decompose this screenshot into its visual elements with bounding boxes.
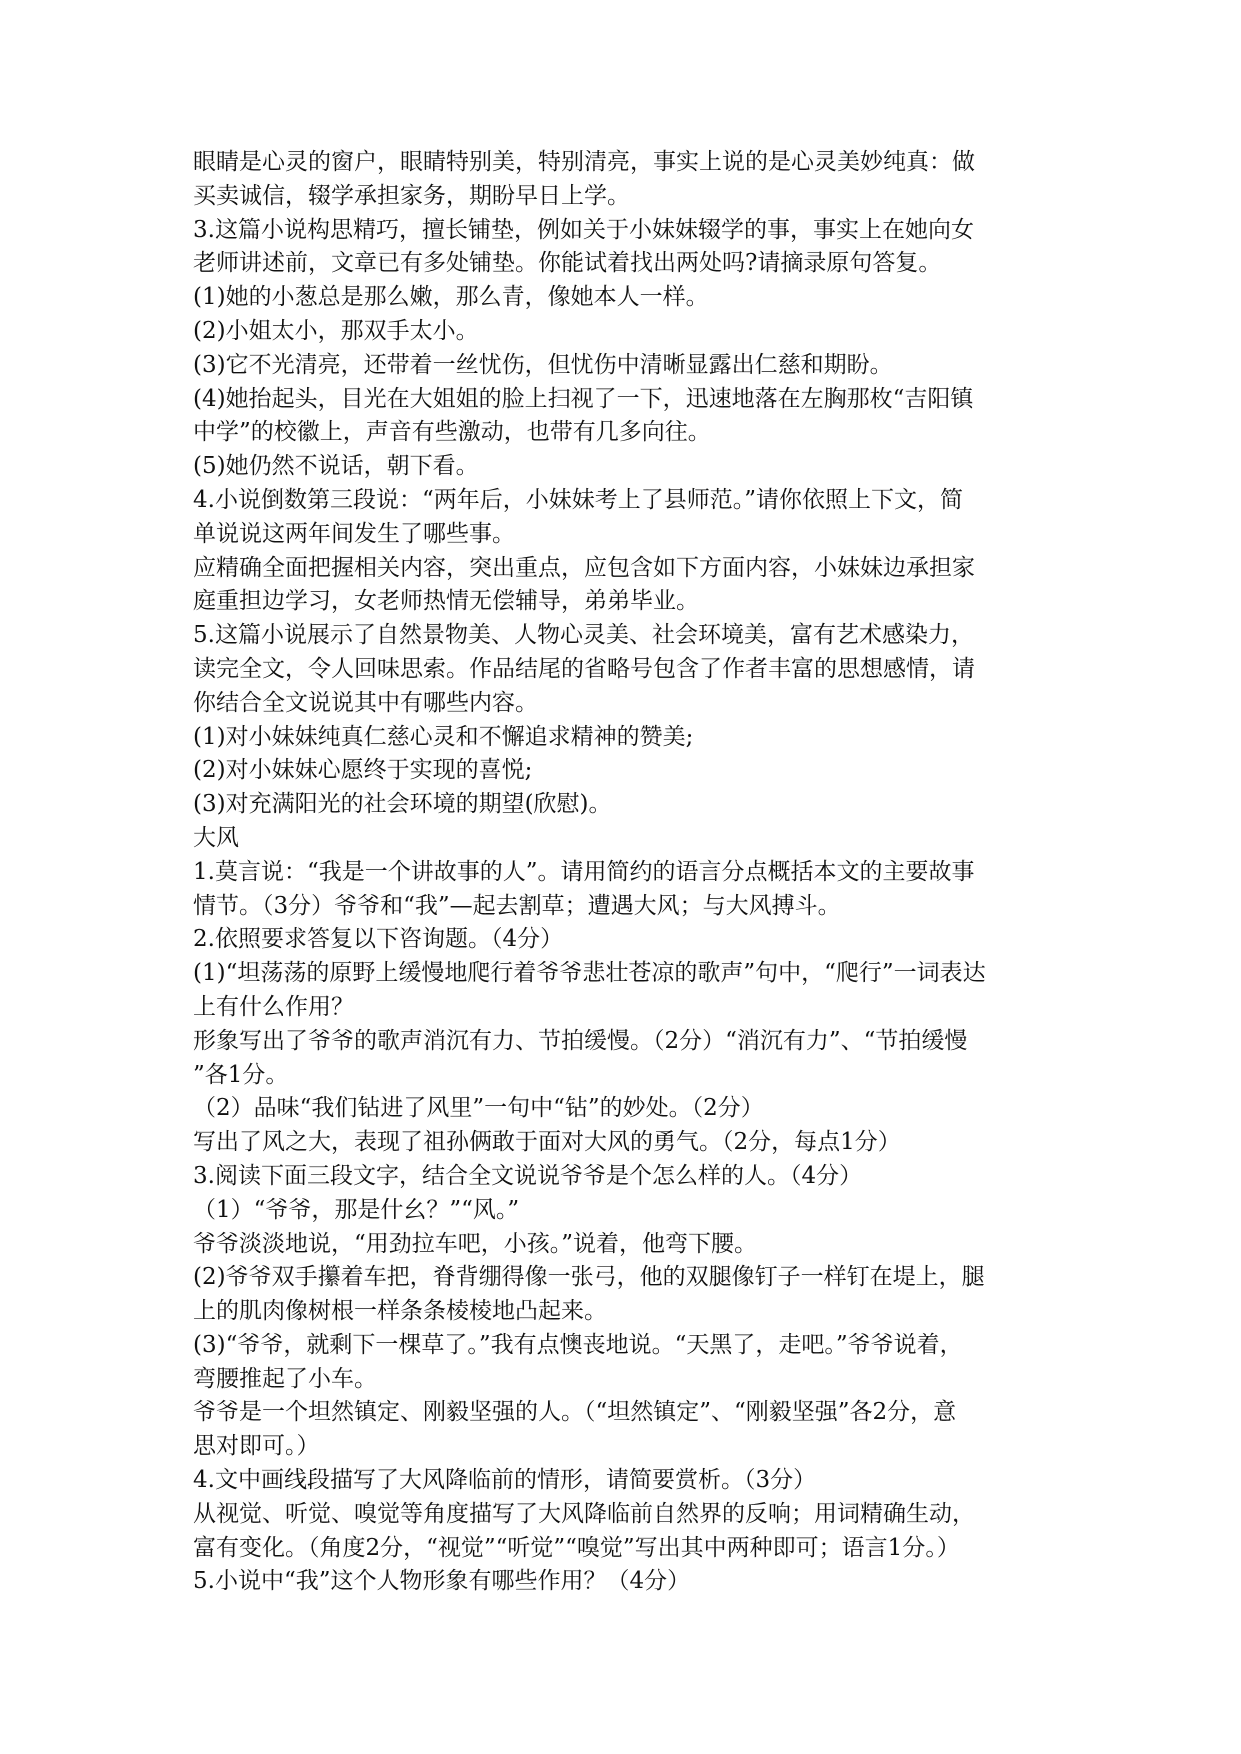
text-line: 4.文中画线段描写了大风降临前的情形，请简要赏析。（3分） — [193, 1467, 817, 1494]
text-line: 买卖诚信，辍学承担家务，期盼早日上学。 — [193, 182, 630, 209]
document-page — [193, 146, 1053, 1599]
text-line: 爷爷淡淡地说，“用劲拉车吧，小孩。”说着，他弯下腰。 — [193, 1230, 758, 1257]
text-line: (1)她的小葱总是那么嫩，那么青，像她本人一样。 — [193, 284, 709, 311]
text-line: 2.依照要求答复以下咨询题。（4分） — [193, 926, 564, 953]
text-line: 5.这篇小说展示了自然景物美、人物心灵美、社会环境美，富有艺术感染力， — [193, 622, 974, 649]
text-line: 读完全文，令人回味思索。作品结尾的省略号包含了作者丰富的思想感情，请 — [193, 655, 975, 682]
text-line: 1.莫言说：“我是一个讲故事的人”。请用简约的语言分点概括本文的主要故事 — [193, 858, 975, 885]
text-line: 从视觉、听觉、嗅觉等角度描写了大风降临前自然界的反响；用词精确生动， — [193, 1500, 975, 1527]
text-line: 富有变化。（角度2分，“视觉”“听觉”“嗅觉”写出其中两种即可；语言1分。） — [193, 1534, 960, 1561]
text-line: 情节。（3分）爷爷和“我”—起去割草；遭遇大风；与大风搏斗。 — [193, 892, 841, 919]
text-line: (3)对充满阳光的社会环境的期望(欣慰)。 — [193, 791, 612, 818]
text-line: 应精确全面把握相关内容，突出重点，应包含如下方面内容，小妹妹边承担家 — [193, 554, 975, 581]
text-line: 大风 — [193, 824, 239, 851]
text-line: (1)对小妹妹纯真仁慈心灵和不懈追求精神的赞美; — [193, 723, 694, 750]
text-line: 上有什么作用？ — [193, 993, 354, 1020]
text-line: 形象写出了爷爷的歌声消沉有力、节拍缓慢。（2分）“消沉有力”、“节拍缓慢 — [193, 1027, 968, 1054]
text-line: (4)她抬起头，目光在大姐姐的脸上扫视了一下，迅速地落在左胸那枚“吉阳镇 — [193, 385, 974, 412]
text-line: 写出了风之大，表现了祖孙俩敢于面对大风的勇气。（2分，每点1分） — [193, 1129, 901, 1156]
text-line: 单说说这两年间发生了哪些事。 — [193, 520, 515, 547]
text-line: （1）“爷爷，那是什幺？”“风。” — [193, 1196, 520, 1223]
text-line: 3.这篇小说构思精巧，擅长铺垫，例如关于小妹妹辍学的事，事实上在她向女 — [193, 216, 974, 243]
text-line: 上的肌肉像树根一样条条棱棱地凸起来。 — [193, 1298, 607, 1325]
text-line: 爷爷是一个坦然镇定、刚毅坚强的人。（“坦然镇定”、“刚毅坚强”各2分，意 — [193, 1399, 957, 1426]
text-line: (2)小姐太小，那双手太小。 — [193, 317, 479, 344]
text-line: 老师讲述前，文章已有多处铺垫。你能试着找出两处吗?请摘录原句答复。 — [193, 250, 942, 277]
text-line: 思对即可。） — [193, 1433, 320, 1460]
text-line: (2)对小妹妹心愿终于实现的喜悦; — [193, 757, 533, 784]
text-line: 庭重担边学习，女老师热情无偿辅导，弟弟毕业。 — [193, 588, 699, 615]
text-line: 3.阅读下面三段文字，结合全文说说爷爷是个怎么样的人。（4分） — [193, 1162, 863, 1189]
text-line: 眼睛是心灵的窗户，眼睛特别美，特别清亮，事实上说的是心灵美妙纯真：做 — [193, 149, 975, 175]
text-line: (2)爷爷双手攥着车把，脊背绷得像一张弓，他的双腿像钉子一样钉在堤上，腿 — [193, 1264, 985, 1291]
text-line: 5.小说中“我”这个人物形象有哪些作用？（4分） — [193, 1568, 691, 1595]
text-line: （2）品味“我们钻进了风里”一句中“钻”的妙处。（2分） — [193, 1095, 764, 1122]
text-line: (5)她仍然不说话，朝下看。 — [193, 453, 479, 480]
text-line: 你结合全文说说其中有哪些内容。 — [193, 689, 538, 716]
text-line: (3)它不光清亮，还带着一丝忧伤，但忧伤中清晰显露出仁慈和期盼。 — [193, 351, 893, 378]
text-line: 中学”的校徽上，声音有些激动，也带有几多向往。 — [193, 419, 711, 446]
text-line: (3)“爷爷，就剩下一棵草了。”我有点懊丧地说。“天黑了，走吧。”爷爷说着， — [193, 1331, 963, 1358]
text-line: 4.小说倒数第三段说：“两年后，小妹妹考上了县师范。”请你依照上下文，简 — [193, 486, 963, 513]
text-line: ”各1分。 — [193, 1061, 289, 1088]
text-line: 弯腰推起了小车。 — [193, 1365, 377, 1392]
text-line: (1)“坦荡荡的原野上缓慢地爬行着爷爷悲壮苍凉的歌声”句中，“爬行”一词表达 — [193, 960, 986, 987]
